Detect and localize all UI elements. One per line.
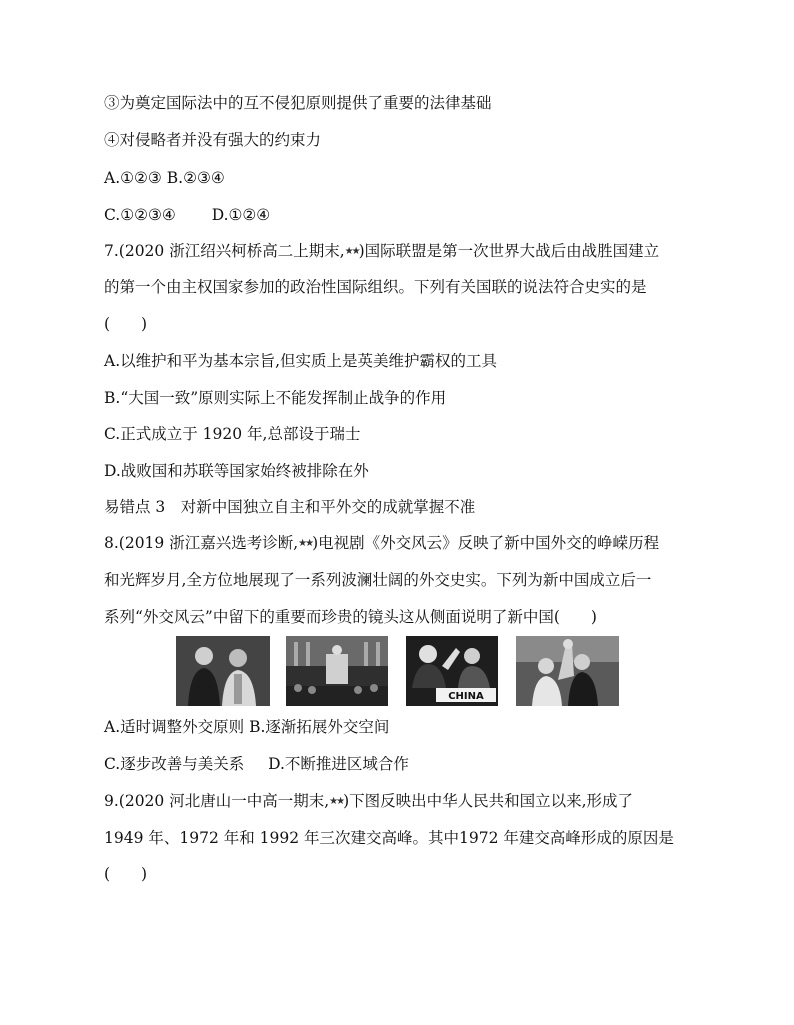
photo-3-delegation-cheering <box>406 636 498 706</box>
q8-stem-line2: 和光辉岁月,全方位地展现了一系列波澜壮阔的外交史实。下列为新中国成立后一 <box>104 571 652 589</box>
q8-option-a: A.适时调整外交原则 <box>104 718 245 736</box>
q7-stem-line2: 的第一个由主权国家参加的政治性国际组织。下列有关国联的说法符合史实的是 <box>104 278 647 296</box>
difficulty-stars-icon: ★★ <box>329 796 344 807</box>
q6-option-a: A.①②③ <box>104 169 162 187</box>
q7-option-a: A.以维护和平为基本宗旨,但实质上是英美维护霸权的工具 <box>104 352 498 370</box>
q8-options-row1 <box>104 716 389 738</box>
q8-stem-line1: 8.(2019 浙江嘉兴选考诊断,★★)电视剧《外交风云》反映了新中国外交的峥嵘历程 <box>104 532 659 555</box>
photo-4-leaders-handshake <box>516 636 619 706</box>
photo-2-assembly-hall <box>286 636 388 706</box>
q9-stem-line2: 1949 年、1972 年和 1992 年三次建交高峰。其中1972 年建交高峰形成的原因是 <box>104 829 674 847</box>
q9-answer-blank: ( ) <box>104 865 148 883</box>
q8-option-b: B.逐渐拓展外交空间 <box>249 718 390 736</box>
q8-options-row2 <box>104 753 409 775</box>
q7-option-d: D.战败国和苏联等国家始终被排除在外 <box>104 462 369 480</box>
q7-option-b: B.“大国一致”原则实际上不能发挥制止战争的作用 <box>104 389 447 407</box>
q6-item-4: ④对侵略者并没有强大的约束力 <box>104 131 322 149</box>
q8-option-c: C.逐步改善与美关系 <box>104 755 245 773</box>
difficulty-stars-icon: ★★ <box>344 246 359 257</box>
q6-option-d: D.①②④ <box>211 206 271 224</box>
q6-option-b: B.②③④ <box>166 169 225 187</box>
q6-options-row1 <box>104 167 225 189</box>
q6-option-c: C.①②③④ <box>104 206 176 224</box>
q9-stem-line1: 9.(2020 河北唐山一中高一期末,★★)下图反映出中华人民共和国立以来,形成了 <box>104 790 633 813</box>
q7-option-c: C.正式成立于 1920 年,总部设于瑞士 <box>104 425 361 443</box>
photo-1-historic-portrait <box>176 636 270 706</box>
photo-3-sign-text: CHINA <box>448 691 484 702</box>
q8-option-d: D.不断推进区域合作 <box>268 755 409 773</box>
q7-answer-blank: ( ) <box>104 315 148 333</box>
q8-stem-line3: 系列“外交风云”中留下的重要而珍贵的镜头这从侧面说明了新中国( ) <box>104 608 597 626</box>
section-title: 易错点 3 对新中国独立自主和平外交的成就掌握不准 <box>104 498 476 516</box>
q6-item-3: ③为奠定国际法中的互不侵犯原则提供了重要的法律基础 <box>104 94 492 112</box>
q6-options-row2 <box>104 204 270 226</box>
q7-stem-line1: 7.(2020 浙江绍兴柯桥高二上期末,★★)国际联盟是第一次世界大战后由战胜国建立 <box>104 240 659 263</box>
difficulty-stars-icon: ★★ <box>298 538 313 549</box>
